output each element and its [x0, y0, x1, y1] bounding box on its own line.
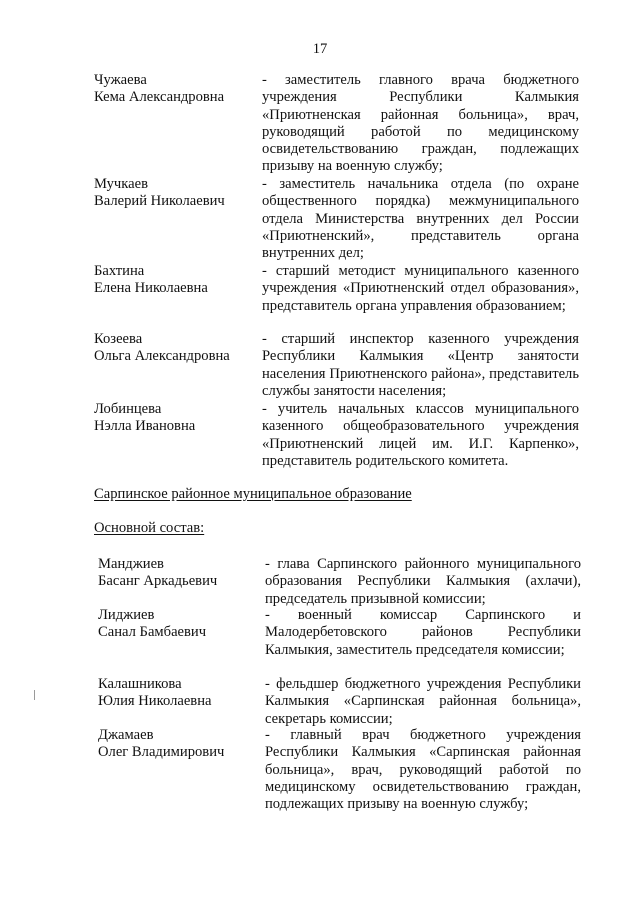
member-description: - главный врач бюджетного учреждения Республики Калмыкия «Сарпинская районная больница», врач, руководящий работой по медицинскому освидетельствованию граждан, подлежащих призыву на военную службу; — [265, 727, 581, 813]
member-given-name: Басанг Аркадьевич — [98, 573, 218, 590]
member-name — [94, 72, 262, 107]
page-number: 17 — [312, 41, 328, 57]
member-surname: Лобинцева — [94, 401, 162, 417]
member-name — [98, 727, 266, 762]
member-given-name: Елена Николаевна — [94, 280, 208, 297]
member-given-name: Санал Бамбаевич — [98, 624, 207, 641]
member-description: - старший инспектор казенного учреждения Республики Калмыкия «Центр занятости населения Приютненского района», представитель службы занятости населения; — [262, 331, 579, 399]
member-surname: Лиджиев — [98, 607, 155, 623]
subsection-title: Основной состав: — [94, 520, 205, 536]
member-surname: Бахтина — [94, 263, 145, 279]
member-name — [94, 401, 262, 436]
section-title: Сарпинское районное муниципальное образование — [94, 486, 412, 502]
member-given-name: Ольга Александровна — [94, 348, 230, 365]
member-given-name: Валерий Николаевич — [94, 193, 225, 210]
member-description: - военный комиссар Сарпинского и Малодербетовского районов Республики Калмыкия, заместитель председателя комиссии; — [265, 607, 581, 658]
margin-mark — [34, 690, 35, 700]
member-surname: Калашникова — [98, 676, 182, 692]
member-description: - фельдшер бюджетного учреждения Республики Калмыкия «Сарпинская районная больница», секретарь комиссии; — [265, 676, 581, 727]
member-name — [94, 331, 262, 366]
member-surname: Джамаев — [98, 727, 154, 743]
member-description: - учитель начальных классов муниципального казенного общеобразовательного учреждения «Приютненский лицей им. И.Г. Карпенко», представитель родительского комитета. — [262, 401, 579, 469]
member-surname: Мучкаев — [94, 176, 148, 192]
member-given-name: Юлия Николаевна — [98, 693, 212, 710]
member-surname: Манджиев — [98, 556, 164, 572]
member-surname: Чужаева — [94, 72, 147, 88]
member-name — [94, 263, 262, 298]
member-surname: Козеева — [94, 331, 143, 347]
member-name — [98, 607, 266, 642]
member-given-name: Кема Александровна — [94, 89, 225, 106]
member-description: - глава Сарпинского районного муниципального образования Республики Калмыкия (ахлачи), председатель призывной комиссии; — [265, 556, 581, 607]
member-description: - заместитель главного врача бюджетного учреждения Республики Калмыкия «Приютненская районная больница», врач, руководящий работой по медицинскому освидетельствованию граждан, подлежащих призыву на военную службу; — [262, 72, 579, 175]
member-name — [94, 176, 262, 211]
member-description: - заместитель начальника отдела (по охране общественного порядка) межмуниципального отдела Министерства внутренних дел России «Приютненский», представитель органа внутренних дел; — [262, 176, 579, 262]
member-given-name: Олег Владимирович — [98, 744, 225, 761]
member-description: - старший методист муниципального казенного учреждения «Приютненский отдел образования», представитель органа управления образованием; — [262, 263, 579, 314]
member-given-name: Нэлла Ивановна — [94, 418, 196, 435]
member-name — [98, 676, 266, 711]
member-name — [98, 556, 266, 591]
